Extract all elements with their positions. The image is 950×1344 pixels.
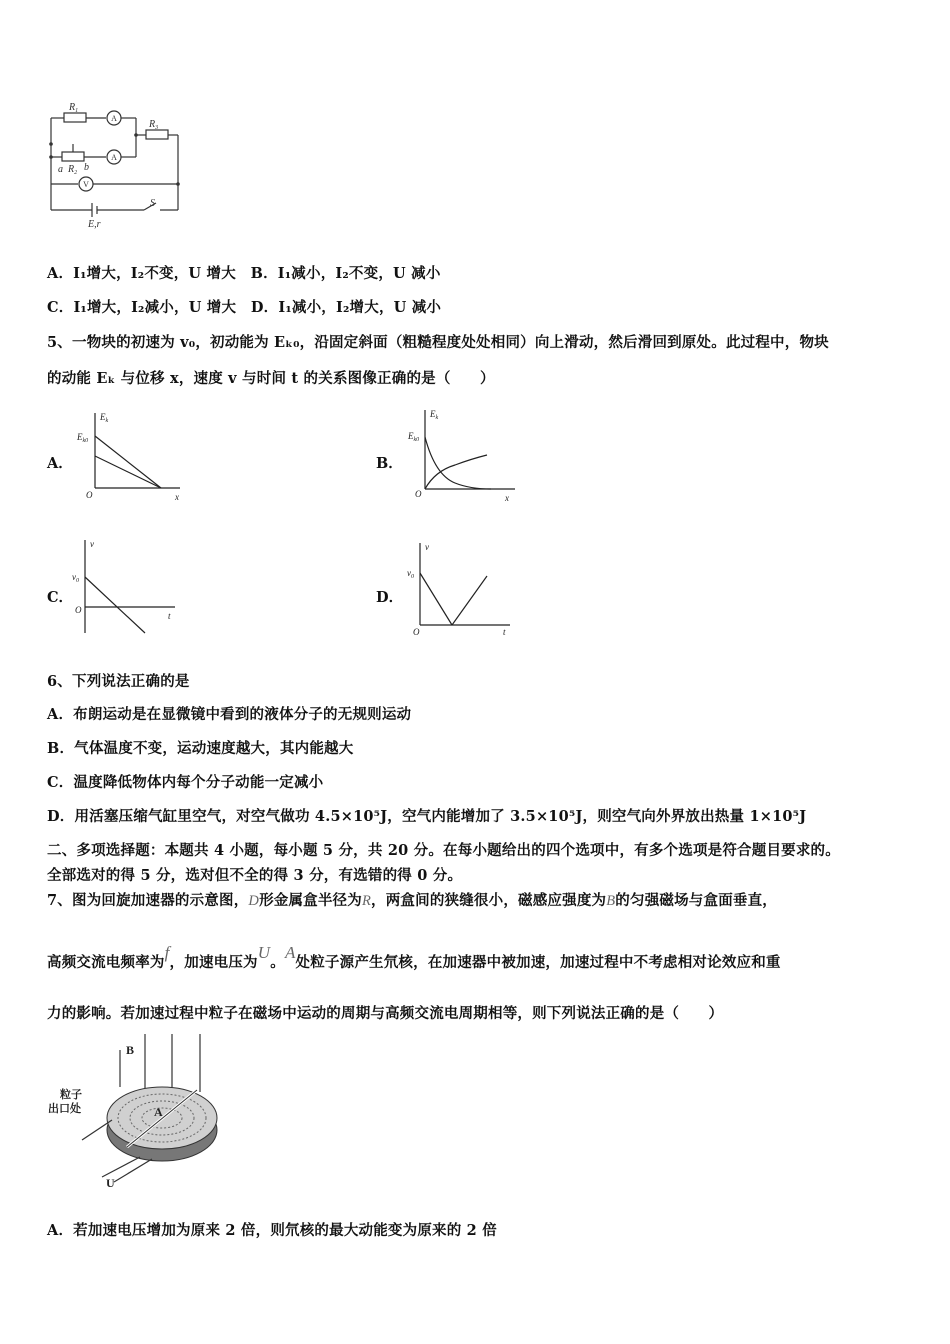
q6-option-a: A．布朗运动是在显微镜中看到的液体分子的无规则运动	[47, 706, 412, 723]
q4-options-cd: C．I₁增大，I₂减小，U 增大 D．I₁减小，I₂增大，U 减小	[47, 299, 442, 316]
ammeter-1: A	[111, 114, 117, 123]
section2-heading-line2: 全部选对的得 5 分，选对但不全的得 3 分，有选错的得 0 分。	[47, 867, 463, 884]
svg-text:v0: $v_0$	[72, 572, 79, 584]
label-s: S	[150, 198, 155, 209]
q7-option-a: A．若加速电压增加为原来 2 倍，则氘核的最大动能变为原来的 2 倍	[47, 1222, 497, 1239]
svg-text:v: v	[90, 539, 94, 549]
ammeter-2: A	[111, 153, 117, 162]
q4-options-ab: A．I₁增大，I₂不变，U 增大 B．I₁减小，I₂不变，U 减小	[47, 265, 441, 282]
q7-stem-line2: 高频交流电频率为f，加速电压为U。A处粒子源产生氘核，在加速器中被加速，加速过程中不考虑相对论效应和重	[47, 943, 781, 971]
q7-stem-line3: 力的影响。若加速过程中粒子在磁场中运动的周期与高频交流电周期相等，则下列说法正确的是（ ）	[47, 1005, 724, 1022]
svg-text:v0: $v_0$	[407, 568, 414, 580]
svg-text:t: t	[503, 627, 506, 637]
label-b: b	[84, 162, 89, 173]
q5-option-c-label: C．	[47, 589, 74, 606]
q5-graph-c	[70, 535, 190, 635]
svg-text:Ek: $E_k$	[100, 412, 109, 424]
voltmeter: V	[83, 180, 89, 189]
q5-stem-line2: 的动能 Eₖ 与位移 x，速度 v 与时间 t 的关系图像正确的是（ ）	[47, 370, 495, 387]
q7-stem-line1: 7、图为回旋加速器的示意图，D形金属盒半径为R，两盒间的狭缝很小，磁感应强度为B的匀强磁场与盒面垂直，	[47, 892, 777, 909]
svg-text:O: O	[415, 489, 422, 499]
svg-text:t: t	[168, 611, 171, 621]
label-u-voltage: U	[106, 1176, 115, 1190]
q5-stem-line1: 5、一物块的初速为 v₀，初动能为 Eₖ₀，沿固定斜面（粗糙程度处处相同）向上滑动，然后滑回到原处。此过程中，物块	[47, 334, 829, 351]
q6-option-c: C．温度降低物体内每个分子动能一定减小	[47, 774, 324, 791]
svg-text:O: O	[75, 605, 82, 615]
q5-option-d-label: D．	[376, 589, 404, 606]
q5-option-b-label: B．	[376, 455, 403, 472]
label-er: E,r	[88, 219, 101, 230]
label-b-field: B	[126, 1043, 135, 1057]
q5-graph-a	[75, 408, 190, 503]
section2-heading-line1: 二、多项选择题：本题共 4 小题，每小题 5 分，共 20 分。在每小题给出的四个选项中，有多个选项是符合题目要求的。	[47, 842, 840, 859]
svg-text:Ek0: $E_{k0}$	[408, 431, 420, 443]
cyclotron-diagram	[42, 1032, 232, 1192]
q6-stem: 6、下列说法正确的是	[47, 673, 190, 690]
label-outlet-1: 粒子	[60, 1089, 82, 1101]
svg-text:O: O	[86, 490, 93, 500]
svg-text:x: x	[505, 493, 509, 503]
circuit-diagram	[44, 100, 184, 230]
label-r3: $R_3$	[149, 119, 159, 131]
svg-text:x: x	[175, 492, 179, 502]
q5-option-a-label: A．	[47, 455, 73, 472]
q5-graph-b	[405, 405, 520, 505]
label-r2: $R_2$	[68, 164, 78, 176]
q6-option-d: D．用活塞压缩气缸里空气，对空气做功 4.5×10⁵J，空气内能增加了 3.5×10⁵J，则空气向外界放出热量 1×10⁵J	[47, 808, 807, 825]
svg-text:O: O	[413, 627, 420, 637]
label-a: a	[58, 164, 63, 175]
svg-text:Ek0: $E_{k0}$	[77, 432, 89, 444]
label-outlet-2: 出口处	[48, 1103, 81, 1115]
label-a-source: A	[154, 1105, 163, 1119]
label-r1: $R_1$	[69, 102, 79, 114]
svg-text:Ek: $E_k$	[430, 409, 439, 421]
q6-option-b: B．气体温度不变，运动速度越大，其内能越大	[47, 740, 354, 757]
svg-text:v: v	[425, 542, 429, 552]
q5-graph-d	[405, 538, 520, 638]
